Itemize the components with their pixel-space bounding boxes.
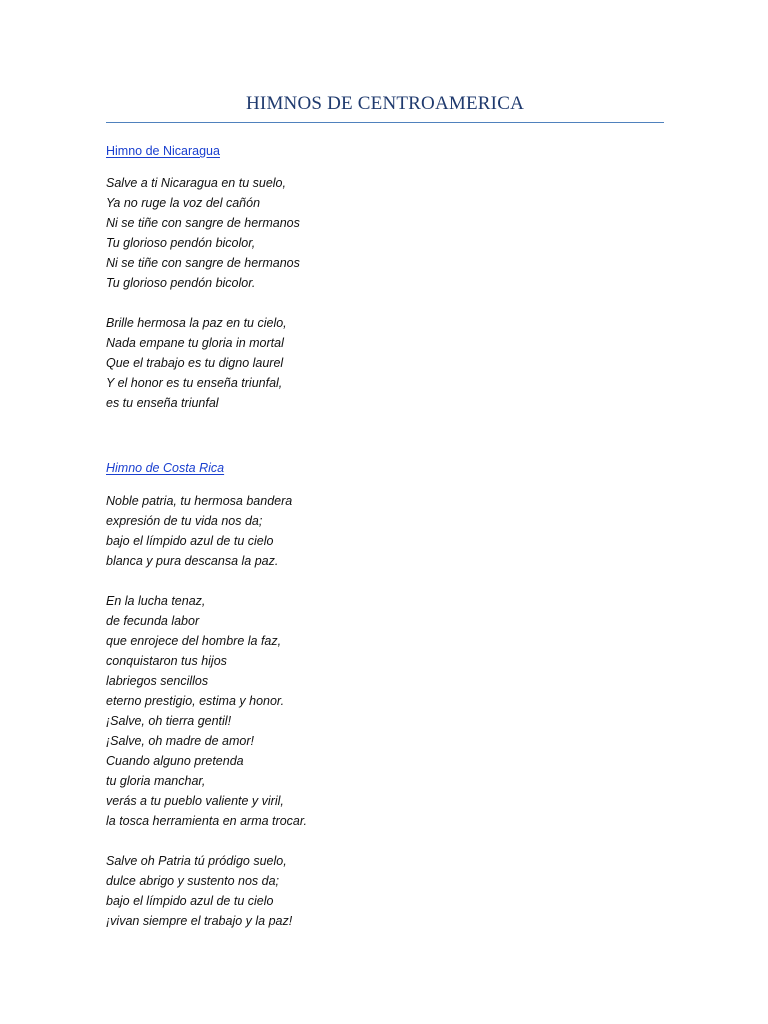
verse-line: Ni se tiñe con sangre de hermanos [106, 256, 300, 270]
verse-line: expresión de tu vida nos da; [106, 514, 263, 528]
verse-line: conquistaron tus hijos [106, 654, 227, 668]
verse-line: Que el trabajo es tu digno laurel [106, 356, 284, 370]
verse-line: la tosca herramienta en arma trocar. [106, 814, 308, 828]
verse-line: ¡Salve, oh madre de amor! [106, 734, 254, 748]
verse-line: Y el honor es tu enseña triunfal, [106, 376, 283, 390]
verse-line: Noble patria, tu hermosa bandera [106, 494, 293, 508]
section-heading-nicaragua-link[interactable]: Himno de Nicaragua [106, 144, 220, 158]
verse-line: verás a tu pueblo valiente y viril, [106, 794, 284, 808]
verse-line: labriegos sencillos [106, 674, 209, 688]
verse-line: Nada empane tu gloria in mortal [106, 336, 284, 350]
costa-rica-stanza-2 [106, 591, 307, 831]
verse-line: que enrojece del hombre la faz, [106, 634, 282, 648]
costa-rica-stanza-3 [106, 851, 292, 931]
verse-line: ¡Salve, oh tierra gentil! [106, 714, 232, 728]
verse-line: bajo el límpido azul de tu cielo [106, 894, 274, 908]
section-heading-costa-rica-link[interactable]: Himno de Costa Rica [106, 461, 225, 475]
verse-line: Salve oh Patria tú pródigo suelo, [106, 854, 287, 868]
verse-line: En la lucha tenaz, [106, 594, 206, 608]
nicaragua-stanza-2 [106, 313, 287, 413]
verse-line: Brille hermosa la paz en tu cielo, [106, 316, 287, 330]
verse-line: es tu enseña triunfal [106, 396, 219, 410]
verse-line: tu gloria manchar, [106, 774, 206, 788]
verse-line: dulce abrigo y sustento nos da; [106, 874, 280, 888]
verse-line: Ya no ruge la voz del cañón [106, 196, 261, 210]
page-title: HIMNOS DE CENTROAMERICA [246, 93, 524, 114]
verse-line: Cuando alguno pretenda [106, 754, 244, 768]
verse-line: Salve a ti Nicaragua en tu suelo, [106, 176, 286, 190]
verse-line: blanca y pura descansa la paz. [106, 554, 279, 568]
verse-line: bajo el límpido azul de tu cielo [106, 534, 274, 548]
verse-line: Tu glorioso pendón bicolor. [106, 276, 256, 290]
verse-line: eterno prestigio, estima y honor. [106, 694, 285, 708]
nicaragua-stanza-1 [106, 173, 300, 293]
verse-line: Ni se tiñe con sangre de hermanos [106, 216, 300, 230]
verse-line: ¡vivan siempre el trabajo y la paz! [106, 914, 293, 928]
verse-line: de fecunda labor [106, 614, 200, 628]
verse-line: Tu glorioso pendón bicolor, [106, 236, 256, 250]
costa-rica-stanza-1 [106, 491, 292, 571]
title-divider [106, 122, 664, 123]
